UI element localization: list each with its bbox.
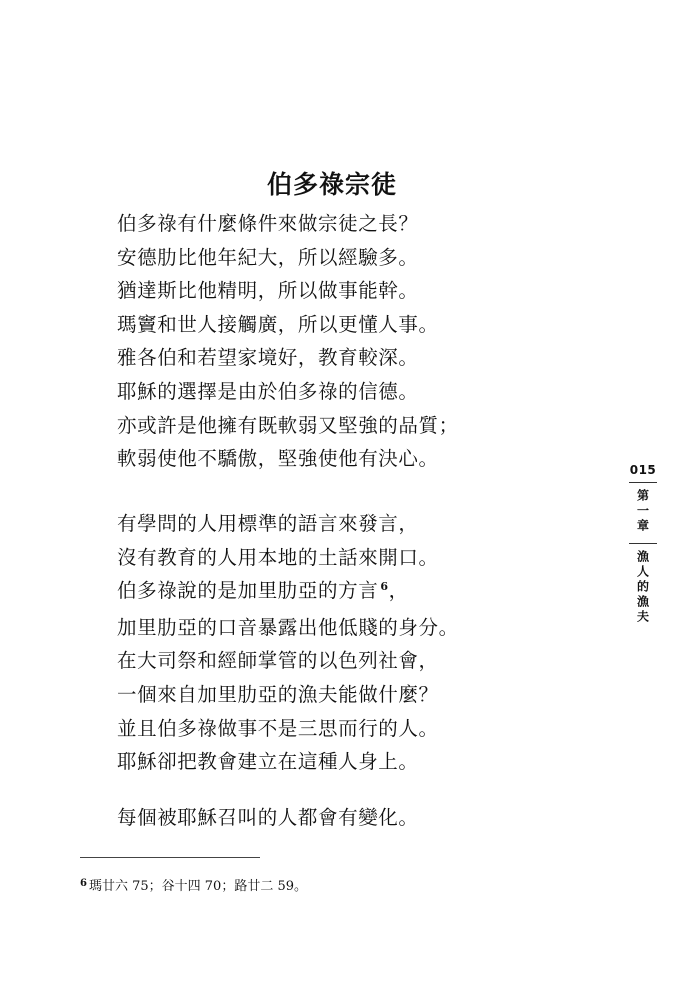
page-number: 015 (629, 463, 657, 477)
footnote-number: 6 (80, 878, 87, 889)
footnote (80, 875, 307, 894)
poem-line: 沒有教育的人用本地的土話來開口。 (117, 545, 439, 569)
poem-stanza-3 (117, 801, 419, 835)
chapter-title: 漁人的漁夫 (635, 550, 650, 625)
poem-line: 加里肋亞的口音暴露出他低賤的身分。 (117, 615, 459, 639)
page-title: 伯多祿宗徒 (266, 169, 397, 199)
poem-stanza-2 (117, 507, 459, 779)
footnote-divider (80, 857, 260, 858)
poem-line: 瑪竇和世人接觸廣，所以更懂人事。 (117, 312, 439, 336)
poem-line: 並且伯多祿做事不是三思而行的人。 (117, 716, 439, 740)
chapter-number: 第一章 (635, 489, 650, 534)
poem-stanza-1 (117, 207, 459, 476)
poem-line: 在大司祭和經師掌管的以色列社會， (117, 649, 439, 673)
poem-line: 軟弱使他不驕傲，堅強使他有決心。 (117, 447, 439, 471)
poem-line-text: 伯多祿說的是加里肋亞的方言 (117, 579, 379, 603)
poem-line: 一個來自加里肋亞的漁夫能做什麼？ (117, 682, 439, 706)
poem-line-with-footnote (117, 574, 459, 611)
poem-line: 亦或許是他擁有既軟弱又堅強的品質； (117, 413, 459, 437)
poem-line: 耶穌的選擇是由於伯多祿的信德。 (117, 379, 419, 403)
poem-line: 雅各伯和若望家境好，教育較深。 (117, 346, 419, 370)
side-tab-divider-2 (629, 543, 657, 544)
poem-line: 耶穌卻把教會建立在這種人身上。 (117, 750, 419, 774)
chapter-side-tab (628, 463, 658, 629)
poem-line: 每個被耶穌召叫的人都會有變化。 (117, 806, 419, 829)
footnote-reference[interactable]: 6 (380, 580, 389, 594)
poem-line: 伯多祿有什麼條件來做宗徒之長？ (117, 212, 419, 235)
poem-line: 安德肋比他年紀大，所以經驗多。 (117, 245, 419, 269)
side-tab-divider (629, 482, 657, 483)
poem-line-punctuation: ， (388, 579, 409, 603)
poem-line: 有學問的人用標準的語言來發言， (117, 512, 419, 535)
poem-line: 猶達斯比他精明，所以做事能幹。 (117, 279, 419, 303)
footnote-text: 瑪廿六 75；谷十四 70；路廿二 59。 (88, 879, 307, 894)
